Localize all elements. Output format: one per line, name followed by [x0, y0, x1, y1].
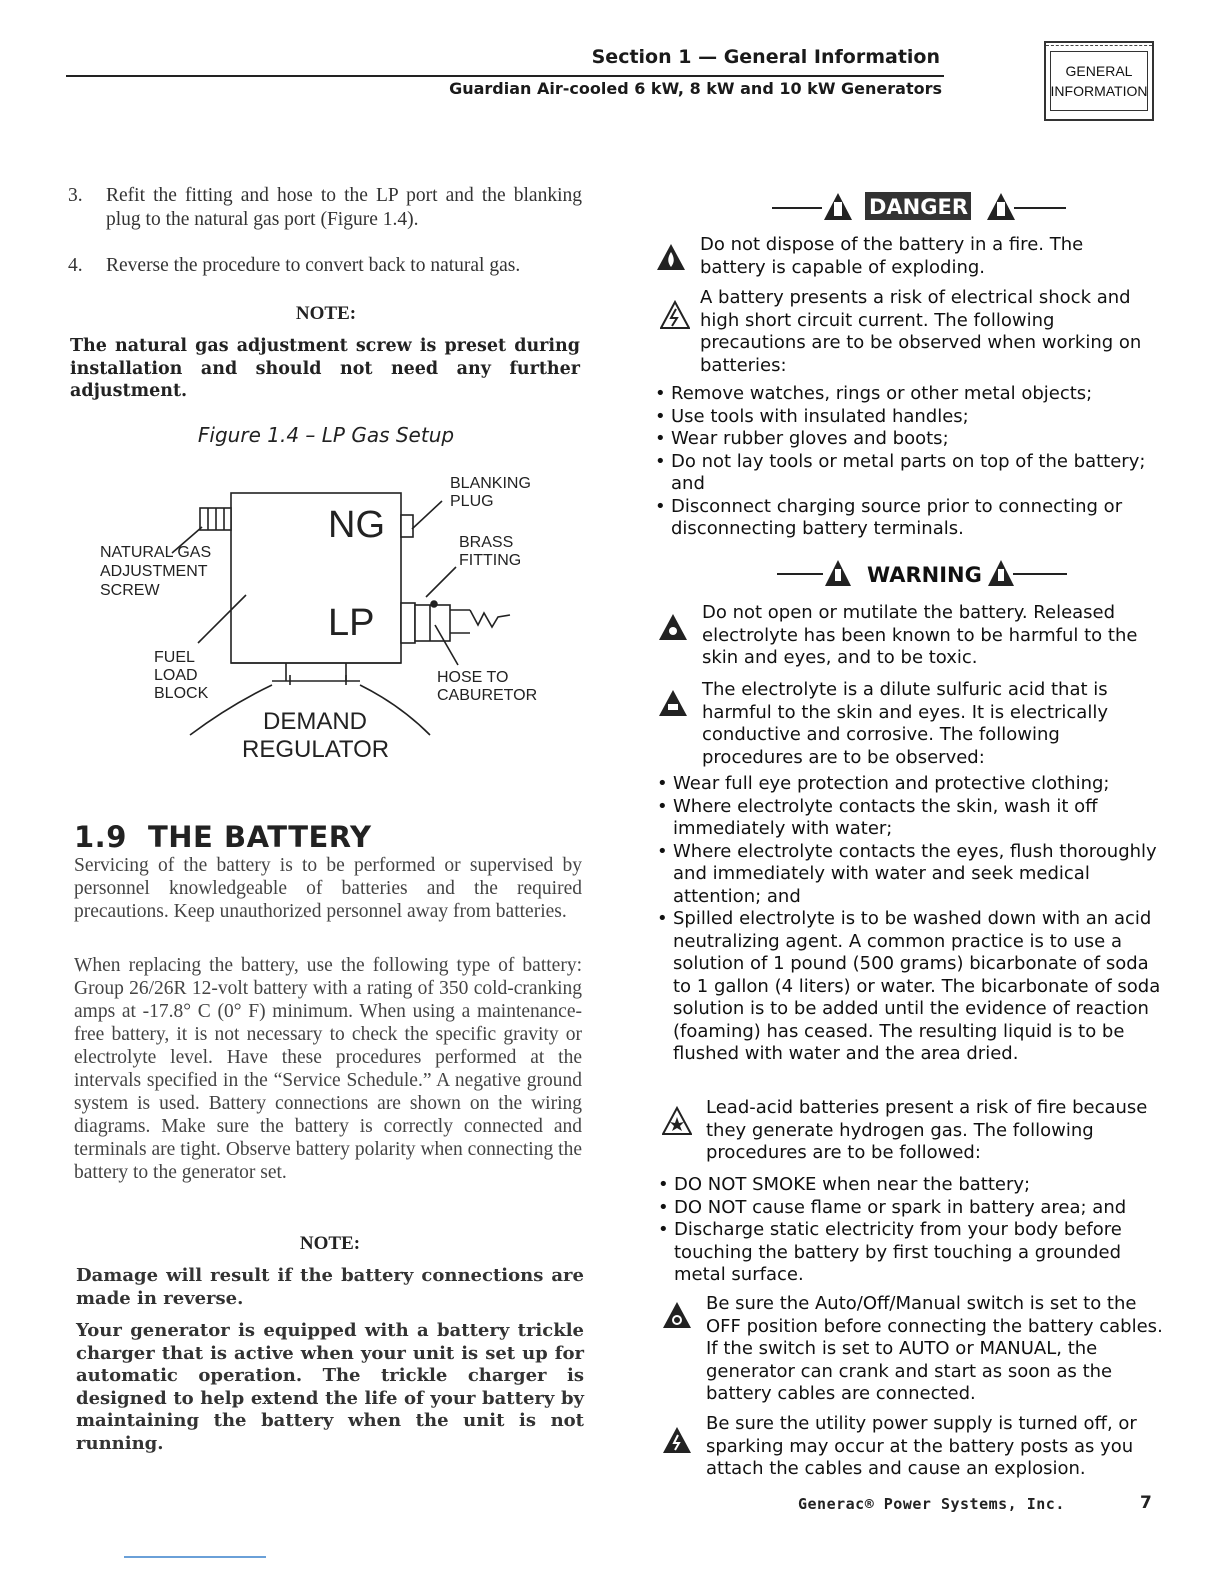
footer-company: Generac® Power Systems, Inc.: [798, 1495, 1065, 1513]
step-text: Refit the fitting and hose to the LP port and the blanking plug to the natural gas port (Figure 1.4).: [106, 185, 582, 230]
warning-text-1: Do not open or mutilate the battery. Released electrolyte has been known to be harmful to the skin and eyes, and to be toxic.: [702, 602, 1138, 668]
list-item: • Use tools with insulated handles;: [655, 406, 1167, 429]
demand-label-2: REGULATOR: [242, 736, 390, 763]
warning-text-3: Lead-acid batteries present a risk of fire because they generate hydrogen gas. The following procedures are to be followed:: [706, 1097, 1148, 1163]
danger-bullet-list: [655, 383, 1167, 541]
page-number: 7: [1140, 1493, 1152, 1513]
list-item: • Wear rubber gloves and boots;: [655, 428, 1167, 451]
list-item: • DO NOT SMOKE when near the battery;: [658, 1174, 1168, 1197]
warning-text-5: Be sure the utility power supply is turned off, or sparking may occur at the battery posts as you attach the cables and cause an explosion.: [706, 1413, 1137, 1479]
section-tab: [1044, 41, 1154, 121]
list-item: • Disconnect charging source prior to connecting or disconnecting battery terminals.: [655, 496, 1167, 541]
corrosive-hazard-icon: [658, 688, 688, 718]
tab-line-1: GENERAL: [1065, 63, 1133, 79]
warning-text-4: Be sure the Auto/Off/Manual switch is set to the OFF position before connecting the battery cables. If the switch is set to AUTO or MANUAL, the generator can crank and start as soon as the battery cables are connected.: [706, 1293, 1163, 1404]
section-number: 1.9: [74, 820, 127, 854]
danger-text-2: A battery presents a risk of electrical shock and high short circuit current. The following precautions are to be observed when working on batteries:: [700, 287, 1142, 376]
electrical-shock-icon: [660, 300, 690, 330]
hose-label-1: HOSE TO: [437, 669, 509, 686]
toxic-hazard-icon: [658, 612, 688, 642]
note-label-2: NOTE:: [299, 1233, 361, 1254]
note-label: NOTE:: [295, 303, 357, 324]
danger-label: DANGER: [869, 195, 969, 219]
moving-parts-hazard-icon: [662, 1300, 692, 1330]
ngscrew-label-3: SCREW: [100, 582, 160, 599]
step-text: Reverse the procedure to convert back to natural gas.: [106, 255, 521, 276]
leader-brass: [426, 567, 456, 597]
step-number: 4.: [68, 255, 83, 276]
fuel-label-1: FUEL: [154, 649, 195, 666]
ng-label: NG: [328, 504, 385, 546]
brass-label-1: BRASS: [459, 534, 514, 551]
list-item: • DO NOT cause flame or spark in battery area; and: [658, 1197, 1168, 1220]
battery-para-1: Servicing of the battery is to be performed or supervised by personnel knowledgeable of batteries and the required precautions. Keep unauthorized personnel away from batteries.: [74, 855, 582, 922]
tab-line-2: INFORMATION: [1050, 83, 1148, 99]
warning-bullet-list-1: [657, 773, 1167, 1066]
list-item: • Remove watches, rings or other metal objects;: [655, 383, 1167, 406]
step-4: [68, 254, 582, 302]
section-heading: [74, 820, 372, 854]
brass-label-2: FITTING: [459, 552, 522, 569]
fire-hazard-icon: [656, 242, 686, 272]
note-text-2: Damage will result if the battery connections are made in reverse.: [76, 1265, 584, 1309]
warning-label: WARNING: [867, 563, 982, 587]
warning-banner: [775, 556, 1075, 590]
warning-banner-graphic: [775, 556, 1075, 590]
step-3: [68, 184, 582, 256]
hose-break: [470, 610, 510, 627]
fuel-label-3: BLOCK: [154, 685, 209, 702]
step-number: 3.: [68, 185, 83, 206]
list-item: • Do not lay tools or metal parts on top of the battery; and: [655, 451, 1167, 496]
blanking-label-2: PLUG: [450, 493, 494, 510]
trickle-charger-para: Your generator is equipped with a battery trickle charger that is active when your unit is set up for automatic operation. The trickle charger is designed to help extend the life of your battery by maintaining the battery when the unit is not running.: [76, 1320, 584, 1454]
spark-hazard-icon: [662, 1425, 692, 1455]
blanking-label-1: BLANKING: [450, 475, 531, 492]
list-item: • Discharge static electricity from your body before touching the battery by first touching a grounded metal surface.: [658, 1219, 1168, 1287]
danger-banner: [770, 188, 1070, 224]
demand-label-1: DEMAND: [263, 708, 368, 735]
list-item: • Where electrolyte contacts the eyes, flush thoroughly and immediately with water and seek medical attention; and: [657, 841, 1167, 909]
lp-label: LP: [328, 602, 375, 644]
section-heading-title: THE BATTERY: [148, 820, 372, 854]
blanking-plug-icon: [401, 515, 413, 537]
note-text: The natural gas adjustment screw is preset during installation and should not need any further adjustment.: [70, 336, 580, 401]
ngscrew-label-1: NATURAL GAS: [100, 544, 212, 561]
warning-text-2: The electrolyte is a dilute sulfuric acid that is harmful to the skin and eyes. It is electrically conductive and corrosive. The following procedures are to be observed:: [702, 679, 1108, 768]
warning-bullet-list-2: [658, 1174, 1168, 1287]
danger-banner-graphic: [770, 188, 1070, 224]
document-subtitle: Guardian Air-cooled 6 kW, 8 kW and 10 kW Generators: [449, 79, 942, 98]
list-item: • Where electrolyte contacts the skin, wash it off immediately with water;: [657, 796, 1167, 841]
figure-caption: Figure 1.4 – LP Gas Setup: [197, 423, 455, 447]
danger-text-1: Do not dispose of the battery in a fire. The battery is capable of exploding.: [700, 234, 1084, 278]
tab-label-box: [1050, 51, 1148, 111]
lp-gas-setup-diagram: [90, 465, 560, 775]
fuel-label-2: LOAD: [154, 667, 198, 684]
hose-label-2: CABURETOR: [437, 687, 538, 704]
explosion-hazard-icon: [662, 1106, 692, 1136]
brass-fitting-icon: [401, 603, 415, 643]
list-item: • Spilled electrolyte is to be washed down with an acid neutralizing agent. A common practice is to use a solution of 1 pound (500 grams) bicarbonate of soda to 1 gallon (4 liters) or water. The bicarbonate of soda solution is to be added until the evidence of reaction (foaming) has ceased. The resulting liquid is to be flushed with water and the area dried.: [657, 908, 1167, 1066]
ngscrew-label-2: ADJUSTMENT: [100, 563, 208, 580]
tab-dashed-line: [1046, 45, 1152, 46]
list-item: • Wear full eye protection and protective clothing;: [657, 773, 1167, 796]
scan-edge-line: [124, 1556, 266, 1558]
section-title: Section 1 — General Information: [591, 46, 940, 68]
battery-para-2: When replacing the battery, use the following type of battery: Group 26/26R 12-volt battery with a rating of 350 cold-cranking amps at -17.8° C (0° F) minimum. When using a maintenance-free battery, it is not necessary to check the specific gravity or electrolyte level. Have these procedures performed at the intervals specified in the “Service Schedule.” A negative ground system is used. Battery connections are shown on the wiring diagrams. Make sure the battery is correctly connected and terminals are tight. Observe battery polarity when connecting the battery to the generator set.: [74, 955, 582, 1183]
leader-blanking: [412, 501, 442, 529]
header-rule: [66, 75, 944, 77]
